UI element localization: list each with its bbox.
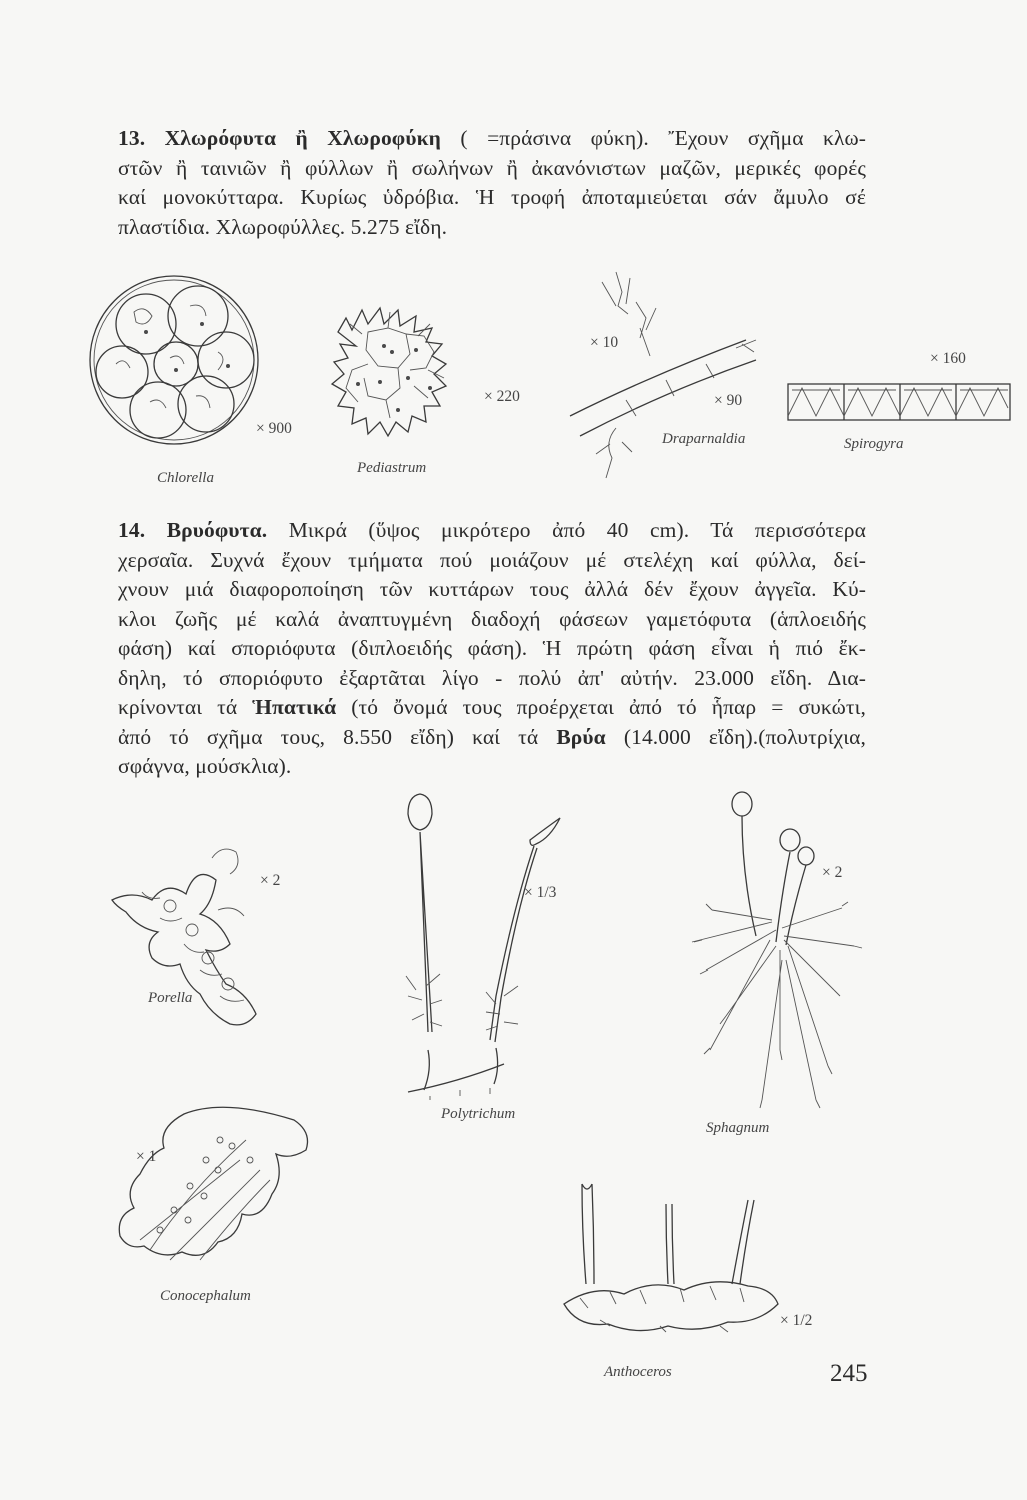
- polytrichum-caption: Polytrichum: [441, 1106, 516, 1122]
- draparnaldia-caption: Draparnaldia: [662, 431, 746, 447]
- porella-illustration: [100, 840, 300, 1040]
- chlorella-magnification: × 900: [256, 420, 292, 437]
- conocephalum-magnification: × 1: [136, 1148, 157, 1165]
- section-14-line-9: σφάγνα, μούσκλια).: [118, 754, 292, 778]
- chlorella-illustration: [86, 272, 266, 452]
- polytrichum-illustration: [400, 790, 570, 1100]
- porella-caption: Porella: [148, 990, 193, 1006]
- section-13-line-3: καί μονοκύτταρα. Κυρίως ὑδρόβια. Ἡ τροφή ἀποταμιεύεται σάν ἄμυλο σέ: [118, 185, 866, 209]
- section-13-title: Χλωρόφυτα ἢ Χλωροφύκη: [164, 126, 441, 150]
- section-13-line-1: [118, 124, 866, 154]
- section-13-number: 13.: [118, 126, 146, 150]
- spirogyra-illustration: [788, 378, 1013, 428]
- section-14-line-7: [118, 693, 866, 723]
- section-14-line-8-pre: ἀπό τό σχῆμα τους, 8.550 εἴδη) καί τά: [118, 724, 557, 749]
- section-13-paragraph: [118, 124, 866, 242]
- section-14-line-1: [118, 516, 866, 546]
- porella-magnification: × 2: [260, 872, 281, 889]
- section-14-line-2: χερσαῖα. Συχνά ἔχουν τμήματα πού μοιάζουν μέ στελέχη καί φύλλα, δεί-: [118, 547, 866, 572]
- pediastrum-caption: Pediastrum: [357, 460, 427, 476]
- hepatics-term: Ἡπατικά: [252, 695, 337, 719]
- pediastrum-illustration: [318, 292, 478, 442]
- section-14-line-6: δηλη, τό σποριόφυτο ἐξαρτᾶται λίγο - πολύ ἀπ' αὐτήν. 23.000 εἴδη. Δια-: [118, 665, 866, 690]
- draparnaldia-illustration: [566, 268, 766, 483]
- pediastrum-magnification: × 220: [484, 388, 520, 405]
- section-13-line-4: πλαστίδια. Χλωροφύλλες. 5.275 εἴδη.: [118, 214, 448, 239]
- section-14-title: Βρυόφυτα.: [166, 518, 268, 542]
- draparnaldia-magnification: × 90: [714, 392, 743, 409]
- section-14-paragraph: [118, 516, 866, 782]
- sphagnum-magnification: × 2: [822, 864, 843, 881]
- section-13-line-1-text: ( =πράσινα φύκη). Ἔχουν σχῆμα κλω-: [440, 126, 866, 150]
- section-14-line-3: χνουν μιά διαφοροποίηση τῶν κυττάρων τους ἀλλά δέν ἔχουν ἀγγεῖα. Κύ-: [118, 577, 866, 601]
- mosses-term: Βρύα: [556, 724, 606, 749]
- section-14-line-4: κλοι ζωῆς μέ καλά ἀναπτυγμένη διαδοχή φάσεων γαμετόφυτα (ἁπλοειδής: [118, 606, 866, 631]
- section-14-line-7-pre: κρίνονται τά: [118, 695, 253, 719]
- polytrichum-magnification: × 1/3: [524, 884, 557, 901]
- conocephalum-caption: Conocephalum: [160, 1288, 251, 1304]
- spirogyra-magnification: × 160: [930, 350, 966, 367]
- section-14-line-5: φάση) καί σποριόφυτα (διπλοειδής φάση). Ἡ πρώτη φάση εἶναι ἡ πιό ἔκ-: [118, 636, 866, 660]
- conocephalum-illustration: [100, 1100, 330, 1290]
- section-14-line-8: [118, 723, 866, 753]
- page-number: 245: [830, 1360, 868, 1387]
- section-13-line-2: στῶν ἢ ταινιῶν ἢ φύλλων ἢ σωλήνων ἢ ἀκανόνιστων μαζῶν, μερικές φορές: [118, 155, 866, 180]
- section-14-number: 14.: [118, 518, 146, 542]
- sphagnum-caption: Sphagnum: [706, 1120, 770, 1136]
- anthoceros-magnification: × 1/2: [780, 1312, 813, 1329]
- chlorella-caption: Chlorella: [157, 470, 214, 486]
- anthoceros-illustration: [560, 1180, 790, 1360]
- sphagnum-illustration: [672, 790, 862, 1120]
- section-14-line-1-text: Μικρά (ὕψος μικρότερο ἀπό 40 cm). Τά περισσότερα: [267, 518, 866, 542]
- spirogyra-caption: Spirogyra: [844, 436, 904, 452]
- anthoceros-caption: Anthoceros: [604, 1364, 672, 1380]
- draparnaldia-magnification-small: × 10: [590, 334, 619, 351]
- section-14-line-7-post: (τό ὄνομά τους προέρχεται ἀπό τό ἧπαρ = συκώτι,: [336, 695, 867, 719]
- section-14-line-8-post: (14.000 εἴδη).(πολυτρίχια,: [605, 724, 866, 749]
